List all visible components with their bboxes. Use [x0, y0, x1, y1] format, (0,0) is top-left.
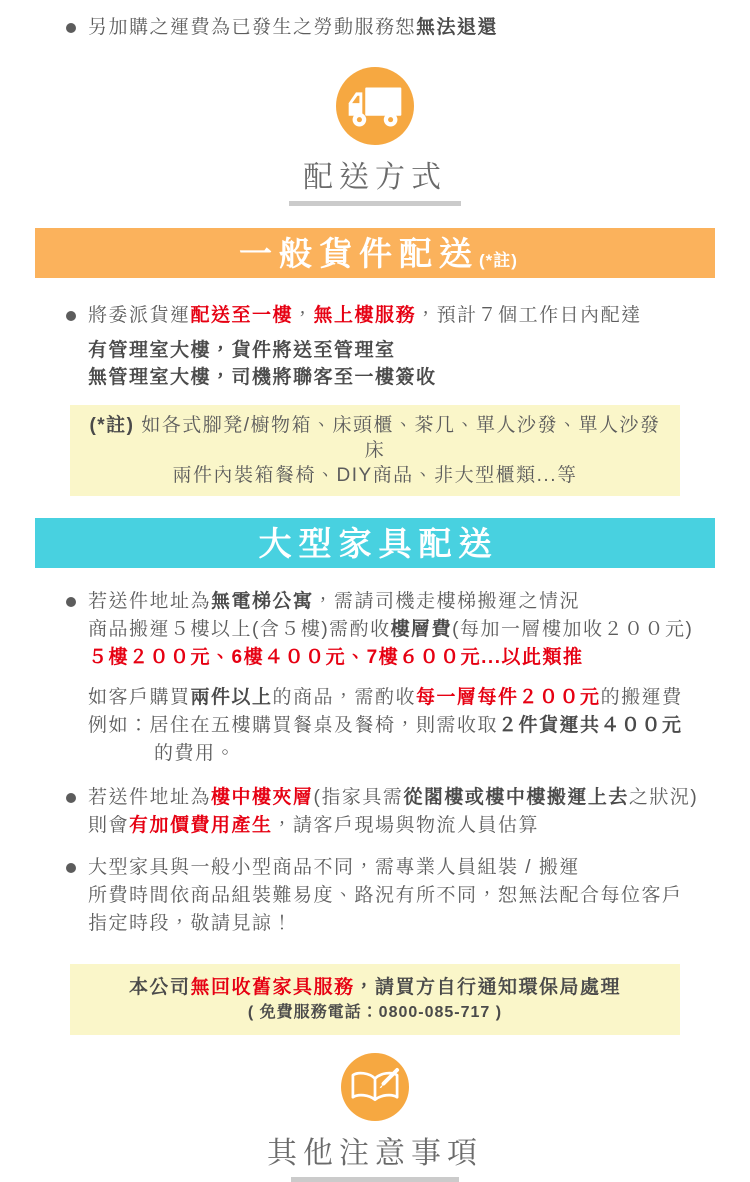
bullet-dot: [66, 23, 76, 33]
large-furniture-banner: [35, 518, 715, 568]
refund-note-text: 另加購之運費為已發生之勞動服務恕無法退還: [88, 17, 499, 38]
assembly-time-text: [88, 854, 720, 938]
other-notes-header: [0, 1053, 750, 1182]
bullet-dot: [66, 597, 76, 607]
other-notes-title: 其他注意事項: [267, 1137, 483, 1170]
bullet-dot: [66, 793, 76, 803]
general-note-box: [70, 405, 680, 496]
book-pencil-icon: [341, 1053, 409, 1121]
title-underline: [291, 1177, 459, 1182]
stairs-fee-text: [88, 588, 720, 672]
assembly-line-2: 所費時間依商品組裝難易度、路況有所不同，恕無法配合每位客戶: [88, 885, 683, 906]
multi-item-line-1: 如客戶購買兩件以上的商品，需酌收每一層每件２００元的搬運費: [88, 687, 683, 708]
loft-surcharge-text: [88, 784, 720, 840]
shipping-info-page: [0, 14, 750, 1170]
note-line-1: (*註) 如各式腳凳/櫥物箱、床頭櫃、茶几、單人沙發、單人沙發床: [89, 415, 661, 461]
stairs-fee-line-1: 若送件地址為無電梯公寓，需請司機走樓梯搬運之情況: [88, 591, 581, 612]
assembly-time-bullet: [0, 854, 750, 938]
general-delivery-banner: [35, 228, 715, 278]
truck-icon: [336, 67, 414, 145]
with-office-line: 有管理室大樓，貨件將送至管理室: [88, 340, 396, 361]
without-office-line: 無管理室大樓，司機將聯客至一樓簽收: [88, 367, 437, 388]
loft-surcharge-bullet: [0, 784, 750, 840]
assembly-line-1: 大型家具與一般小型商品不同，需專業人員組裝 / 搬運: [88, 857, 580, 878]
stairs-fee-line-2: 商品搬運５樓以上(含５樓)需酌收樓層費(每加一層樓加收２００元): [88, 619, 694, 640]
service-phone-line: ( 免費服務電話：0800-085-717 ): [247, 1004, 503, 1021]
general-delivery-text: 將委派貨運配送至一樓，無上樓服務，預計７個工作日內配達: [88, 305, 642, 326]
recycle-note-line: 本公司無回收舊家具服務，請買方自行通知環保局處理: [128, 977, 622, 998]
loft-line-2: 則會有加價費用產生，請客戶現場與物流人員估算: [88, 815, 540, 836]
stairs-fee-bullet: [0, 588, 750, 672]
multi-item-fee-para: [0, 684, 750, 768]
building-rules-block: [0, 337, 750, 391]
assembly-line-3: 指定時段，敬請見諒！: [88, 913, 294, 934]
general-delivery-bullet: [0, 302, 750, 329]
general-delivery-banner-note: (*註): [479, 250, 518, 270]
bullet-dot: [66, 863, 76, 873]
note-line-2: 兩件內裝箱餐椅、DIY商品、非大型櫃類...等: [172, 465, 578, 486]
recycle-note-box: [70, 964, 680, 1035]
refund-note-row: [0, 14, 750, 41]
stairs-fee-line-3: ５樓２００元、6樓４００元、7樓６００元...以此類推: [88, 647, 584, 668]
bullet-dot: [66, 311, 76, 321]
title-underline: [289, 201, 461, 206]
multi-item-line-2: 例如：居住在五樓購買餐桌及餐椅，則需收取２件貨運共４００元: [88, 715, 683, 736]
general-delivery-banner-title: 一般貨件配送: [239, 234, 480, 272]
delivery-method-title: 配送方式: [303, 161, 447, 194]
multi-item-line-3: 的費用。: [154, 743, 237, 764]
delivery-method-header: [0, 67, 750, 206]
loft-line-1: 若送件地址為樓中樓夾層(指家具需從閣樓或樓中樓搬運上去之狀況): [88, 787, 699, 808]
large-furniture-banner-title: 大型家具配送: [258, 524, 499, 562]
